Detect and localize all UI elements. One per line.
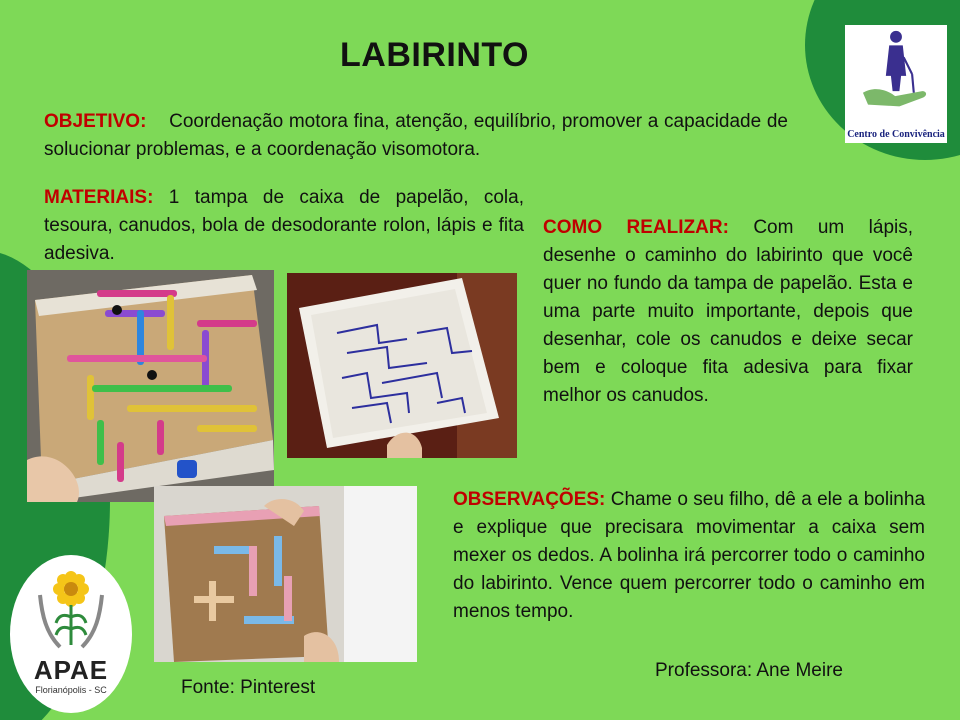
maze-photo-hands [154,486,417,662]
objetivo-paragraph [44,108,788,164]
apae-name: APAE [33,655,109,685]
page-title: LABIRINTO [340,36,529,74]
observacoes-paragraph [453,486,925,626]
materiais-label: MATERIAIS: [44,187,154,208]
observacoes-label: OBSERVAÇÕES: [453,489,606,510]
maze-hands-illustration [154,486,417,662]
como-realizar-label: COMO REALIZAR: [543,217,729,238]
maze-drawn-illustration [287,273,517,458]
flower-hands-icon [10,555,132,655]
como-realizar-text: Com um lápis, desenhe o caminho do labirinto que você quer no fundo da tampa de papelão. Esta e uma parte muito importante, depois que desenhar, cole os canudos e deixe secar bem e coloque fita adesiva para fixar melhor os canudos. [543,217,914,406]
centro-convivencia-caption: Centro de Convivência [847,129,945,140]
materiais-text: 1 tampa de caixa de papelão, cola, tesoura, canudos, bola de desodorante rolon, lápis e fita adesiva. [44,187,524,264]
como-realizar-paragraph [543,214,913,410]
apae-logo [10,555,132,713]
fonte-credit: Fonte: Pinterest [181,677,316,698]
apae-city: Florianópolis - SC [35,685,107,695]
materiais-paragraph [44,184,524,268]
maze-straws-illustration [27,270,274,502]
professora-credit: Professora: Ane Meire [655,660,843,681]
maze-photo-drawn [287,273,517,458]
maze-photo-straws [27,270,274,502]
elderly-person-icon [845,25,947,125]
observacoes-text: Chame o seu filho, dê a ele a bolinha e explique que precisara movimentar a caixa sem mexer os dedos. A bolinha irá percorrer todo o caminho do labirinto. Vence quem percorrer todo o caminho em menos tempo. [453,489,926,622]
objetivo-label: OBJETIVO: [44,111,147,132]
centro-convivencia-logo [845,25,947,143]
objetivo-text: Coordenação motora fina, atenção, equilíbrio, promover a capacidade de solucionar problemas, e a coordenação visomotora. [44,111,788,160]
